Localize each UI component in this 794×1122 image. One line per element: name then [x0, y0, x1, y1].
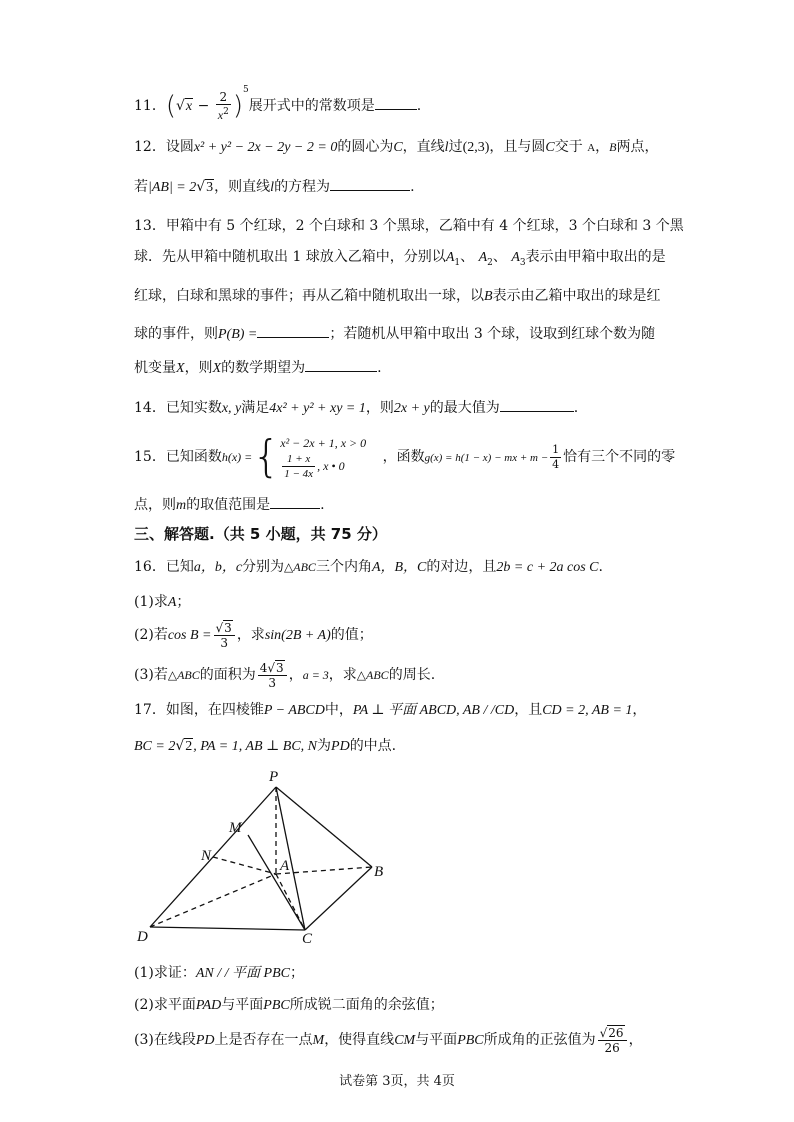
pyramid-diagram	[0, 770, 794, 1030]
edge-CB	[305, 867, 372, 930]
question-12-line-2: 若|AB| = 2√3，则直线l的方程为 .	[134, 176, 674, 198]
label-C: C	[302, 931, 313, 947]
piecewise-cases: x² − 2x + 1, x > 0 $\frac{1 + x}{1 - 4x}$ , x • 0	[280, 435, 367, 480]
question-number: 11．	[134, 98, 166, 114]
edge-DA-hidden	[150, 874, 276, 927]
exponent: 5	[242, 85, 249, 95]
question-13-line-2: 球．先从甲箱中随机取出 1 球放入乙箱中，分别以$A_1$、 $A_2$、 $A_3$表示由甲箱中取出的是	[134, 249, 666, 268]
question-17-part-3: (3)在线段PD上是否存在一点M，使得直线CM与平面PBC所成角的正弦值为 $\frac{√26}{26}$ ，	[134, 1025, 643, 1055]
answer-blank[interactable]	[500, 397, 574, 412]
answer-blank[interactable]	[375, 95, 417, 110]
left-paren: (	[165, 91, 176, 121]
label-A: A	[280, 858, 290, 874]
answer-blank[interactable]	[330, 176, 410, 191]
question-13-line-1: 13．甲箱中有 5 个红球，2 个白球和 3 个黑球，乙箱中有 4 个红球，3 个白球和 3 个黑	[134, 218, 684, 234]
question-14: 14．已知实数x, y满足4x² + y² + xy = 1，则2x + y的最大值为 .	[134, 397, 674, 419]
question-12-line-1: 12．设圆x² + y² − 2x − 2y − 2 = 0的圆心为C，直线l过(2,3)，且与圆C交于 A，B两点，	[134, 139, 659, 155]
question-17-line-1: 17．如图，在四棱锥P − ABCD中，PA ⊥ 平面 ABCD, AB / /CD，且CD = 2, AB = 1，	[134, 702, 647, 718]
label-P: P	[269, 770, 279, 785]
fraction-2-over-x2: $\frac{2}{x^2}$	[217, 90, 229, 122]
question-11: 11．(√x − $\frac{2}{x^2}$ )$^5$展开式中的常数项是 .	[134, 85, 422, 122]
question-17-part-1: (1)求证：AN / / 平面 PBC；	[134, 965, 304, 981]
right-paren: )	[232, 91, 243, 121]
answer-blank[interactable]	[257, 323, 329, 338]
question-text: 展开式中的常数项是	[248, 98, 375, 114]
question-16-part-3: (3)若△ABC的面积为 $\frac{4√3}{3}$ ，a = 3，求△ABC的周长.	[134, 660, 436, 690]
answer-blank[interactable]	[270, 494, 320, 509]
question-17-line-2: BC = 2√2, PA = 1, AB ⊥ BC, N为PD的中点.	[134, 738, 397, 754]
circle-equation: x² + y² − 2x − 2y − 2 = 0	[193, 140, 338, 155]
question-13-line-3: 红球，白球和黑球的事件；再从乙箱中随机取出一球，以B表示由乙箱中取出的球是红	[134, 288, 661, 304]
question-13-line-4: 球的事件，则P(B) = ；若随机从甲箱中取出 3 个球，设取到红球个数为随	[134, 323, 674, 345]
question-16: 16．已知a，b，c分别为△ABC三个内角A，B，C的对边，且2b = c + 2a cos C.	[134, 559, 603, 575]
chord-length: |AB| = 2	[148, 180, 197, 195]
answer-blank[interactable]	[305, 357, 377, 372]
sqrt-x: x	[185, 99, 193, 114]
minus-sign: −	[197, 98, 210, 114]
question-15-line-2: 点，则m的取值范围是 .	[134, 494, 674, 516]
edge-DC	[150, 927, 305, 930]
label-B: B	[374, 864, 384, 880]
label-N: N	[201, 848, 212, 864]
label-D: D	[137, 929, 148, 945]
question-15-line-1: 15．已知函数h(x) ={ x² − 2x + 1, x > 0 $\frac{1 + x}{1 - 4x}$ , x • 0 ，函数g(x) = h(1 − x) − mx + m − $\frac{1}{4}$ 恰有三个不同的零	[134, 431, 676, 482]
question-17-part-2: (2)求平面PAD与平面PBC所成锐二面角的余弦值；	[134, 997, 444, 1013]
label-M: M	[229, 820, 242, 836]
question-16-part-1: (1)求A；	[134, 594, 191, 610]
question-13-line-5: 机变量X，则X的数学期望为 .	[134, 357, 674, 379]
page-footer: 试卷第 3页，共 4页	[339, 1074, 455, 1089]
question-16-part-2: (2)若cos B = $\frac{√3}{3}$ ，求sin(2B + A)的值；	[134, 620, 373, 650]
segment-MC	[248, 835, 305, 930]
edge-AB-hidden	[276, 867, 372, 874]
section-heading: 三、解答题.（共 5 小题，共 75 分）	[134, 525, 387, 543]
